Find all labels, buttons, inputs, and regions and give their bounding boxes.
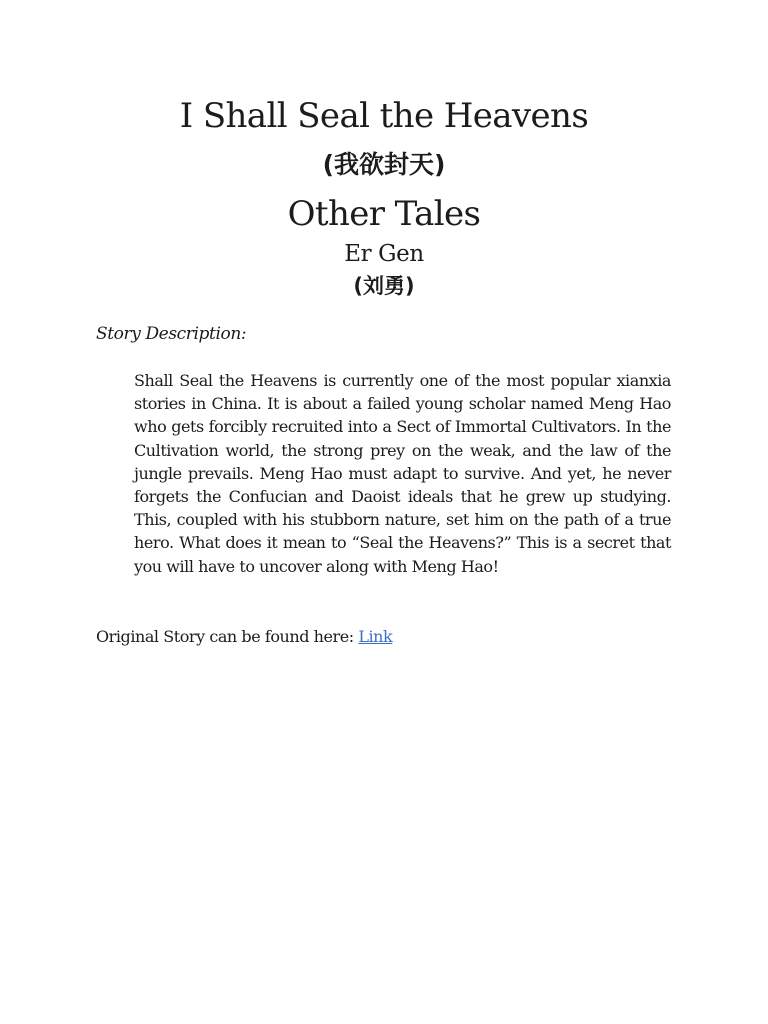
original-story-prefix: Original Story can be found here: [96,627,359,646]
author-name: Er Gen [344,241,424,267]
book-subtitle: Other Tales [287,194,481,234]
story-description-label: Story Description: [96,324,247,344]
original-story-line [96,625,392,649]
book-title: I Shall Seal the Heavens [179,96,589,136]
book-title-chinese: (我欲封天) [322,150,446,179]
original-story-link[interactable]: Link [358,627,393,646]
title-block [0,92,768,302]
author-name-chinese: (刘勇) [353,274,415,298]
story-description-text: Shall Seal the Heavens is currently one of the most popular xianxia stories in China. It is about a failed young scholar named Meng Hao who gets forcibly recruited into a Sect of Immortal Cultivators. In the Cultivation world, the strong prey on the weak, and the law of the jungle prevails. Meng Hao must adapt to survive. And yet, he never forgets the Confucian and Daoist ideals that he grew up studying. This, coupled with his stubborn nature, set him on the path of a true hero. What does it mean to “Seal the Heavens?” This is a secret that you will have to uncover along with Meng Hao! [134,371,671,576]
